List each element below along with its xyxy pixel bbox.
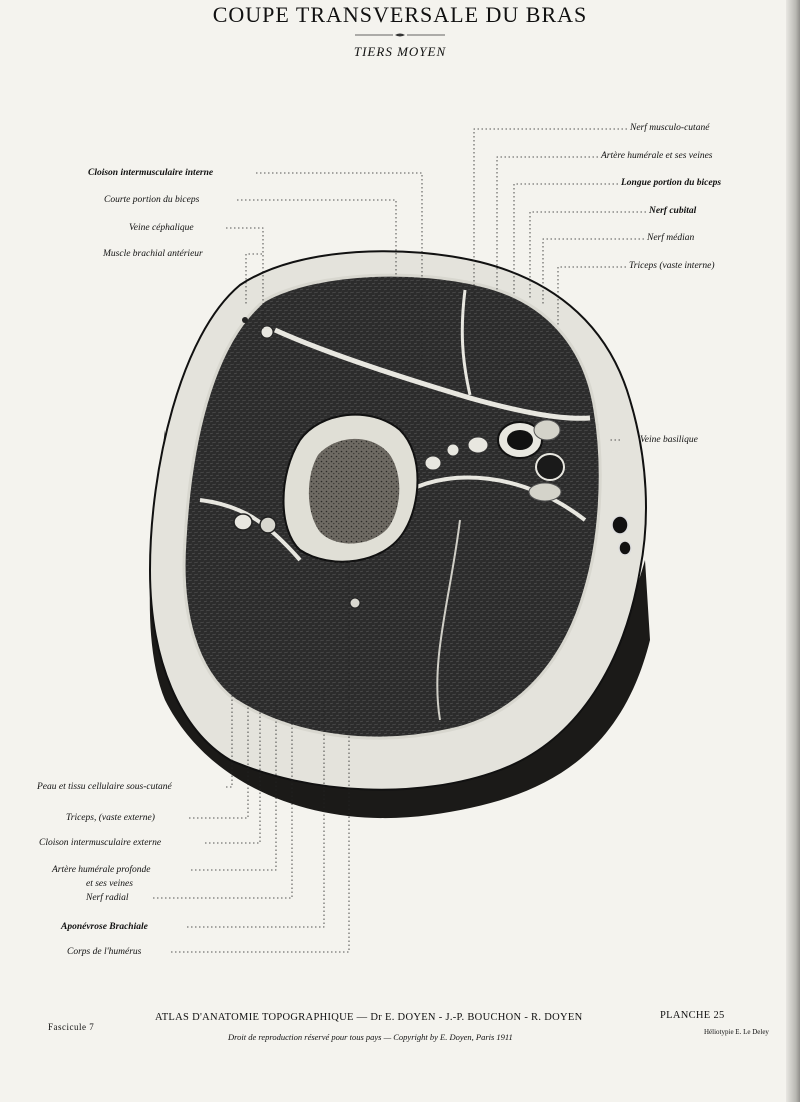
label-longue-portion-biceps: Longue portion du biceps xyxy=(621,178,722,188)
label-veine-basilique: Veine basilique xyxy=(640,435,698,445)
label-triceps-vaste-interne: Triceps (vaste interne) xyxy=(629,261,715,271)
label-corps-humerus: Corps de l'humérus xyxy=(67,947,142,957)
atlas-credit: ATLAS D'ANATOMIE TOPOGRAPHIQUE — Dr E. DOYEN - J.-P. BOUCHON - R. DOYEN xyxy=(155,1012,583,1023)
label-nerf-cubital: Nerf cubital xyxy=(649,206,697,216)
label-nerf-median: Nerf médian xyxy=(647,233,695,243)
label-peau-tissu-sous-cutane: Peau et tissu cellulaire sous-cutané xyxy=(37,782,172,792)
plate-subtitle: TIERS MOYEN xyxy=(353,44,447,59)
heliotypie-credit: Héliotypie E. Le Deley xyxy=(704,1028,769,1036)
label-artere-humerale: Artère humérale et ses veines xyxy=(601,151,713,161)
label-artere-humerale-profonde: Artère humérale profonde xyxy=(52,865,151,875)
label-cloison-intermusculaire-externe: Cloison intermusculaire externe xyxy=(39,838,162,848)
label-cloison-intermusculaire-interne: Cloison intermusculaire interne xyxy=(88,168,214,178)
label-triceps-vaste-externe: Triceps, (vaste externe) xyxy=(66,813,155,823)
label-veine-cephalique: Veine céphalique xyxy=(129,223,194,233)
label-nerf-musculo-cutane: Nerf musculo-cutané xyxy=(630,123,710,133)
label-muscle-brachial-anterieur: Muscle brachial antérieur xyxy=(103,249,203,259)
label-et-ses-veines: et ses veines xyxy=(86,879,133,889)
plate-title: COUPE TRANSVERSALE DU BRAS xyxy=(212,2,588,27)
planche-number: PLANCHE 25 xyxy=(660,1010,725,1021)
label-nerf-radial: Nerf radial xyxy=(86,893,129,903)
label-courte-portion-biceps: Courte portion du biceps xyxy=(104,195,200,205)
label-aponevrose-brachiale: Aponévrose Brachiale xyxy=(61,922,148,932)
fascicule-number: Fascicule 7 xyxy=(48,1022,95,1032)
copyright-notice: Droit de reproduction réservé pour tous pays — Copyright by E. Doyen, Paris 1911 xyxy=(228,1032,513,1042)
